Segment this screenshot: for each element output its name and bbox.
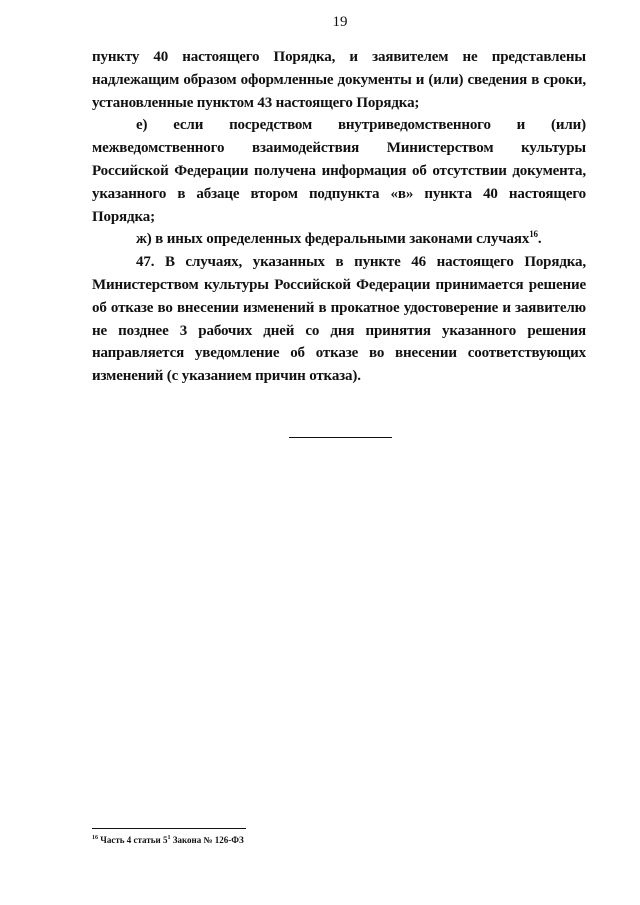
footnote-reference[interactable]: 16	[529, 229, 538, 240]
footnote-marker: 16	[92, 835, 98, 841]
paragraph-item-e: е) если посредством внутриведомственного и (или) межведомственного взаимодействия Министерством культуры Российской Федерации получена информация об отсутствии документа, указанного в абзаце втором подпункта «в» пункта 40 настоящего Порядка;	[92, 117, 586, 225]
paragraph-continuation: пункту 40 настоящего Порядка, и заявителем не представлены надлежащим образом оформленные документы и (или) сведения в сроки, установленные пунктом 43 настоящего Порядка;	[92, 49, 586, 111]
footnote-text-tail: Закона № 126-ФЗ	[170, 835, 244, 845]
footnote-superscript: 1	[167, 835, 171, 841]
paragraph-item-zh	[92, 228, 586, 251]
paragraph-item-zh-text: ж) в иных определенных федеральными законами случаях	[136, 231, 530, 248]
footnote-text: Часть 4 статьи 5	[100, 835, 168, 845]
paragraph-47: 47. В случаях, указанных в пункте 46 настоящего Порядка, Министерством культуры Российской Федерации принимается решение об отказе во внесении изменений в прокатное удостоверение и заявителю не позднее 3 рабочих дней со дня принятия указанного решения направляется уведомление об отказе во внесении соответствующих изменений (с указанием причин отказа).	[92, 254, 586, 385]
footnote	[92, 835, 244, 845]
section-divider	[289, 437, 392, 438]
body-text	[92, 46, 586, 388]
footnote-divider	[92, 828, 246, 829]
paragraph-item-zh-tail: .	[537, 231, 542, 248]
page-number: 19	[332, 14, 348, 30]
